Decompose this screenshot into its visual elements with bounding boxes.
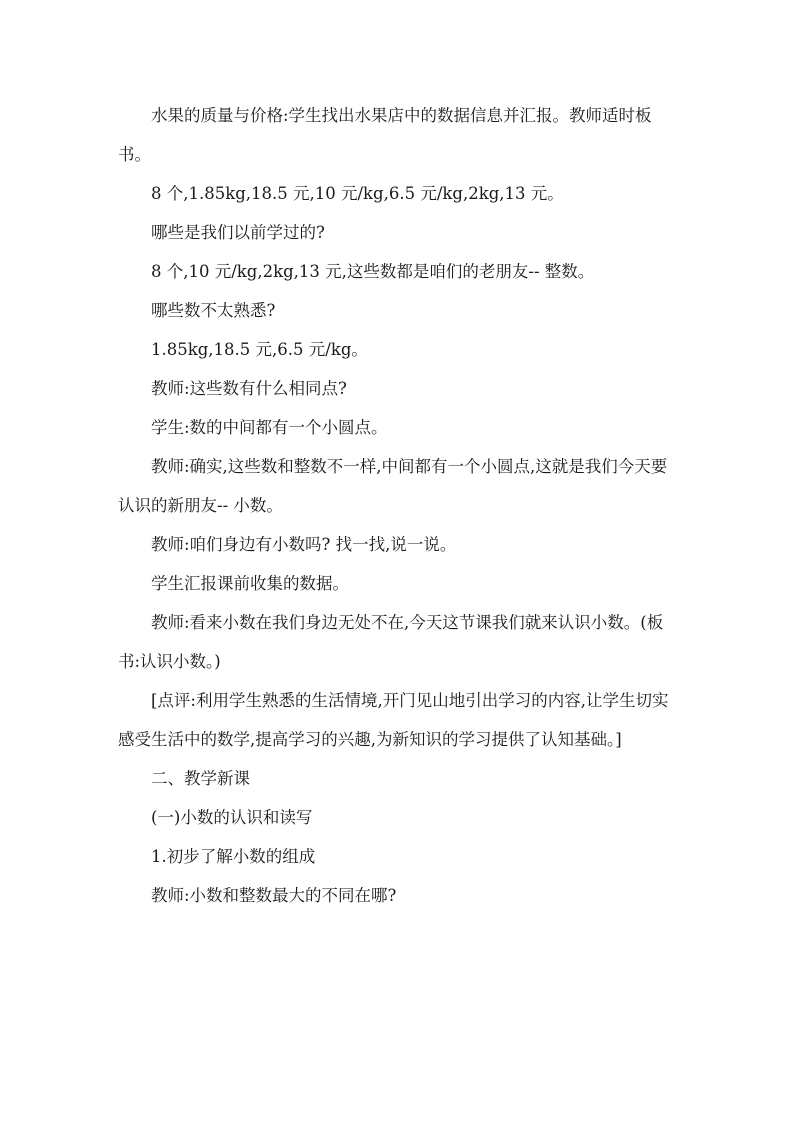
paragraph-teacher-find: 教师:咱们身边有小数吗? 找一找,说一说。 <box>151 535 457 554</box>
item-heading-decimal-composition: 1.初步了解小数的组成 <box>151 847 316 866</box>
paragraph-student-dot: 学生:数的中间都有一个小圆点。 <box>151 418 388 437</box>
paragraph-decimal-list: 1.85kg,18.5 元,6.5 元/kg。 <box>151 340 368 359</box>
paragraph-question-learned: 哪些是我们以前学过的? <box>151 223 325 242</box>
paragraph-fruit-quality-price: 水果的质量与价格:学生找出水果店中的数据信息并汇报。教师适时板书。 <box>118 106 652 164</box>
section-heading-new-lesson: 二、教学新课 <box>151 769 250 788</box>
paragraph-data-list: 8 个,1.85kg,18.5 元,10 元/kg,6.5 元/kg,2kg,13 元。 <box>151 184 564 203</box>
document-body <box>118 96 678 915</box>
paragraph-comment: [点评:利用学生熟悉的生活情境,开门见山地引出学习的内容,让学生切实感受生活中的数学,提高学习的兴趣,为新知识的学习提供了认知基础。] <box>118 691 669 749</box>
paragraph-question-unfamiliar: 哪些数不太熟悉? <box>151 301 276 320</box>
paragraph-teacher-common-point: 教师:这些数有什么相同点? <box>151 379 347 398</box>
paragraph-teacher-everywhere: 教师:看来小数在我们身边无处不在,今天这节课我们就来认识小数。(板书:认识小数。) <box>118 613 664 671</box>
paragraph-student-report: 学生汇报课前收集的数据。 <box>151 574 349 593</box>
subsection-heading-decimal-reading: (一)小数的认识和读写 <box>151 808 313 827</box>
paragraph-integers: 8 个,10 元/kg,2kg,13 元,这些数都是咱们的老朋友-- 整数。 <box>151 262 595 281</box>
paragraph-teacher-difference: 教师:小数和整数最大的不同在哪? <box>151 886 397 905</box>
paragraph-teacher-new-friend: 教师:确实,这些数和整数不一样,中间都有一个小圆点,这就是我们今天要认识的新朋友-- 小数。 <box>118 457 668 515</box>
